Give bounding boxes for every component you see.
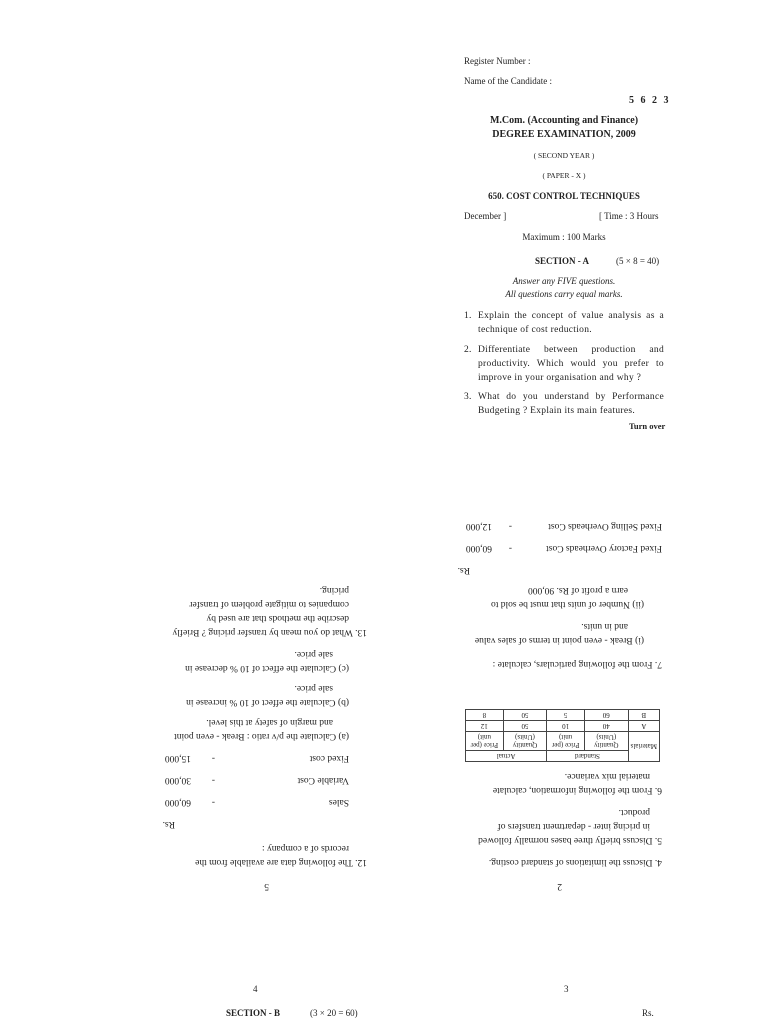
part-c-line-2: sale price.: [294, 649, 333, 659]
question-text: What do you understand by Performance Budgeting ? Explain its main features.: [478, 392, 664, 416]
exam-title: DEGREE EXAMINATION, 2009: [492, 129, 636, 140]
part-a-line-1: (a) Calculate the p/v ratio : Break - even point: [174, 731, 349, 741]
question-13-line-4: pricing.: [319, 585, 349, 595]
question-text: Explain the concept of value analysis as a technique of cost reduction.: [478, 311, 664, 335]
subject-title: 650. COST CONTROL TECHNIQUES: [488, 191, 640, 201]
sales-label: Sales: [328, 797, 349, 807]
variable-cost-label: Variable Cost: [297, 775, 349, 785]
question-7-ii-line-2: earn a profit of Rs. 90,000: [528, 585, 628, 595]
page-number-3: 3: [564, 984, 569, 994]
fixed-selling-label: Fixed Selling Overheads Cost: [548, 521, 662, 531]
question-13-line-1: 13. What do you mean by transfer pricing ? Briefly: [172, 627, 367, 637]
col-materials: Materials: [628, 732, 659, 762]
fixed-cost-label: Fixed cost: [309, 753, 349, 763]
dash: -: [211, 753, 215, 763]
question-12-line-2: records of a company :: [261, 843, 349, 853]
sub-quantity: Quantity (Units): [584, 732, 628, 751]
section-a-marks: (5 × 8 = 40): [616, 256, 660, 266]
dash: -: [508, 543, 512, 553]
fixed-factory-label: Fixed Factory Overheads Cost: [546, 543, 662, 553]
question-13-line-3: companies to mitigate problem of transfer: [189, 599, 349, 609]
question-number: 2.: [464, 345, 472, 355]
variable-cost-value: 30,000: [164, 775, 191, 785]
rs-label-bottom: Rs.: [642, 1008, 654, 1018]
question-text: Differentiate between production and productivity. Which would you prefer to improve in your organisation and why ?: [478, 345, 664, 383]
question-number: 3.: [464, 392, 472, 402]
dash: -: [211, 775, 215, 785]
sales-value: 60,000: [164, 797, 191, 807]
question-4: 4. Discuss the limitations of standard costing.: [488, 857, 662, 867]
section-b-title: SECTION - B: [226, 1008, 281, 1018]
exam-time: [ Time : 3 Hours: [599, 211, 659, 221]
part-b-line-1: (b) Calculate the effect of 10 % increase in: [186, 697, 349, 707]
instruction-marks: All questions carry equal marks.: [505, 289, 623, 299]
paper-label: ( PAPER - X ): [542, 171, 586, 180]
sub-price: Price (per unit): [466, 732, 504, 751]
rs-label: Rs.: [162, 819, 175, 829]
page-2-upside-down: [450, 510, 670, 895]
fixed-cost-value: 15,000: [164, 753, 191, 763]
candidate-name-label: Name of the Candidate :: [464, 76, 552, 86]
sub-quantity: Quantity (Units): [503, 732, 547, 751]
question-7: 7. From the following particulars, calculate :: [492, 659, 662, 669]
part-b-line-2: sale price.: [294, 683, 333, 693]
turn-over: Turn over: [629, 421, 666, 431]
page-number-2: 2: [557, 881, 562, 891]
year-label: ( SECOND YEAR ): [533, 151, 595, 160]
question-number: 1.: [464, 311, 472, 321]
part-a-line-2: and margin of safety at this level.: [206, 717, 333, 727]
question-7-ii-line-1: (ii) Number of units that must be sold to: [490, 599, 644, 609]
section-b-marks: (3 × 20 = 60): [310, 1008, 358, 1018]
dash: -: [211, 797, 215, 807]
col-actual: Actual: [466, 751, 547, 762]
fixed-selling-value: 12,000: [465, 521, 492, 531]
question-5-line-1: 5. Discuss briefly three bases normally followed: [478, 835, 662, 845]
max-marks: Maximum : 100 Marks: [522, 232, 606, 242]
table-row: B 60 5 50 8: [466, 710, 660, 721]
question-5-line-2: in pricing inter - department transfers of: [497, 821, 650, 831]
register-number-label: Register Number :: [464, 56, 531, 66]
sub-price: Price (per unit): [547, 732, 585, 751]
table-row: A 40 10 50 12: [466, 721, 660, 732]
question-6-line-2: material mix variance.: [564, 771, 650, 781]
instruction-answer: Answer any FIVE questions.: [512, 276, 616, 286]
section-a-title: SECTION - A: [535, 256, 590, 266]
question-5-line-3: product.: [618, 807, 650, 817]
dash: -: [508, 521, 512, 531]
question-7-i-line-2: and in units.: [581, 621, 628, 631]
question-7-i-line-1: (i) Break - even point in terms of sales value: [474, 635, 644, 645]
rs-label: Rs.: [457, 565, 470, 575]
exam-month: December ]: [464, 211, 507, 221]
question-6-line-1: 6. From the following information, calculate: [492, 785, 662, 795]
question-12-line-1: 12. The following data are available from the: [195, 857, 367, 867]
question-13-line-2: describe the methods that are used by: [206, 613, 349, 623]
paper-code: 5 6 2 3: [629, 95, 671, 106]
page-number-5: 5: [264, 881, 269, 891]
fixed-factory-value: 60,000: [465, 543, 492, 553]
col-standard: Standard: [547, 751, 628, 762]
page-number-4: 4: [253, 984, 258, 994]
page-5-upside-down: [150, 575, 375, 895]
degree-title: M.Com. (Accounting and Finance): [489, 115, 639, 126]
material-mix-table: [465, 709, 660, 762]
part-c-line-1: (c) Calculate the effect of 10 % decrease in: [185, 663, 349, 673]
